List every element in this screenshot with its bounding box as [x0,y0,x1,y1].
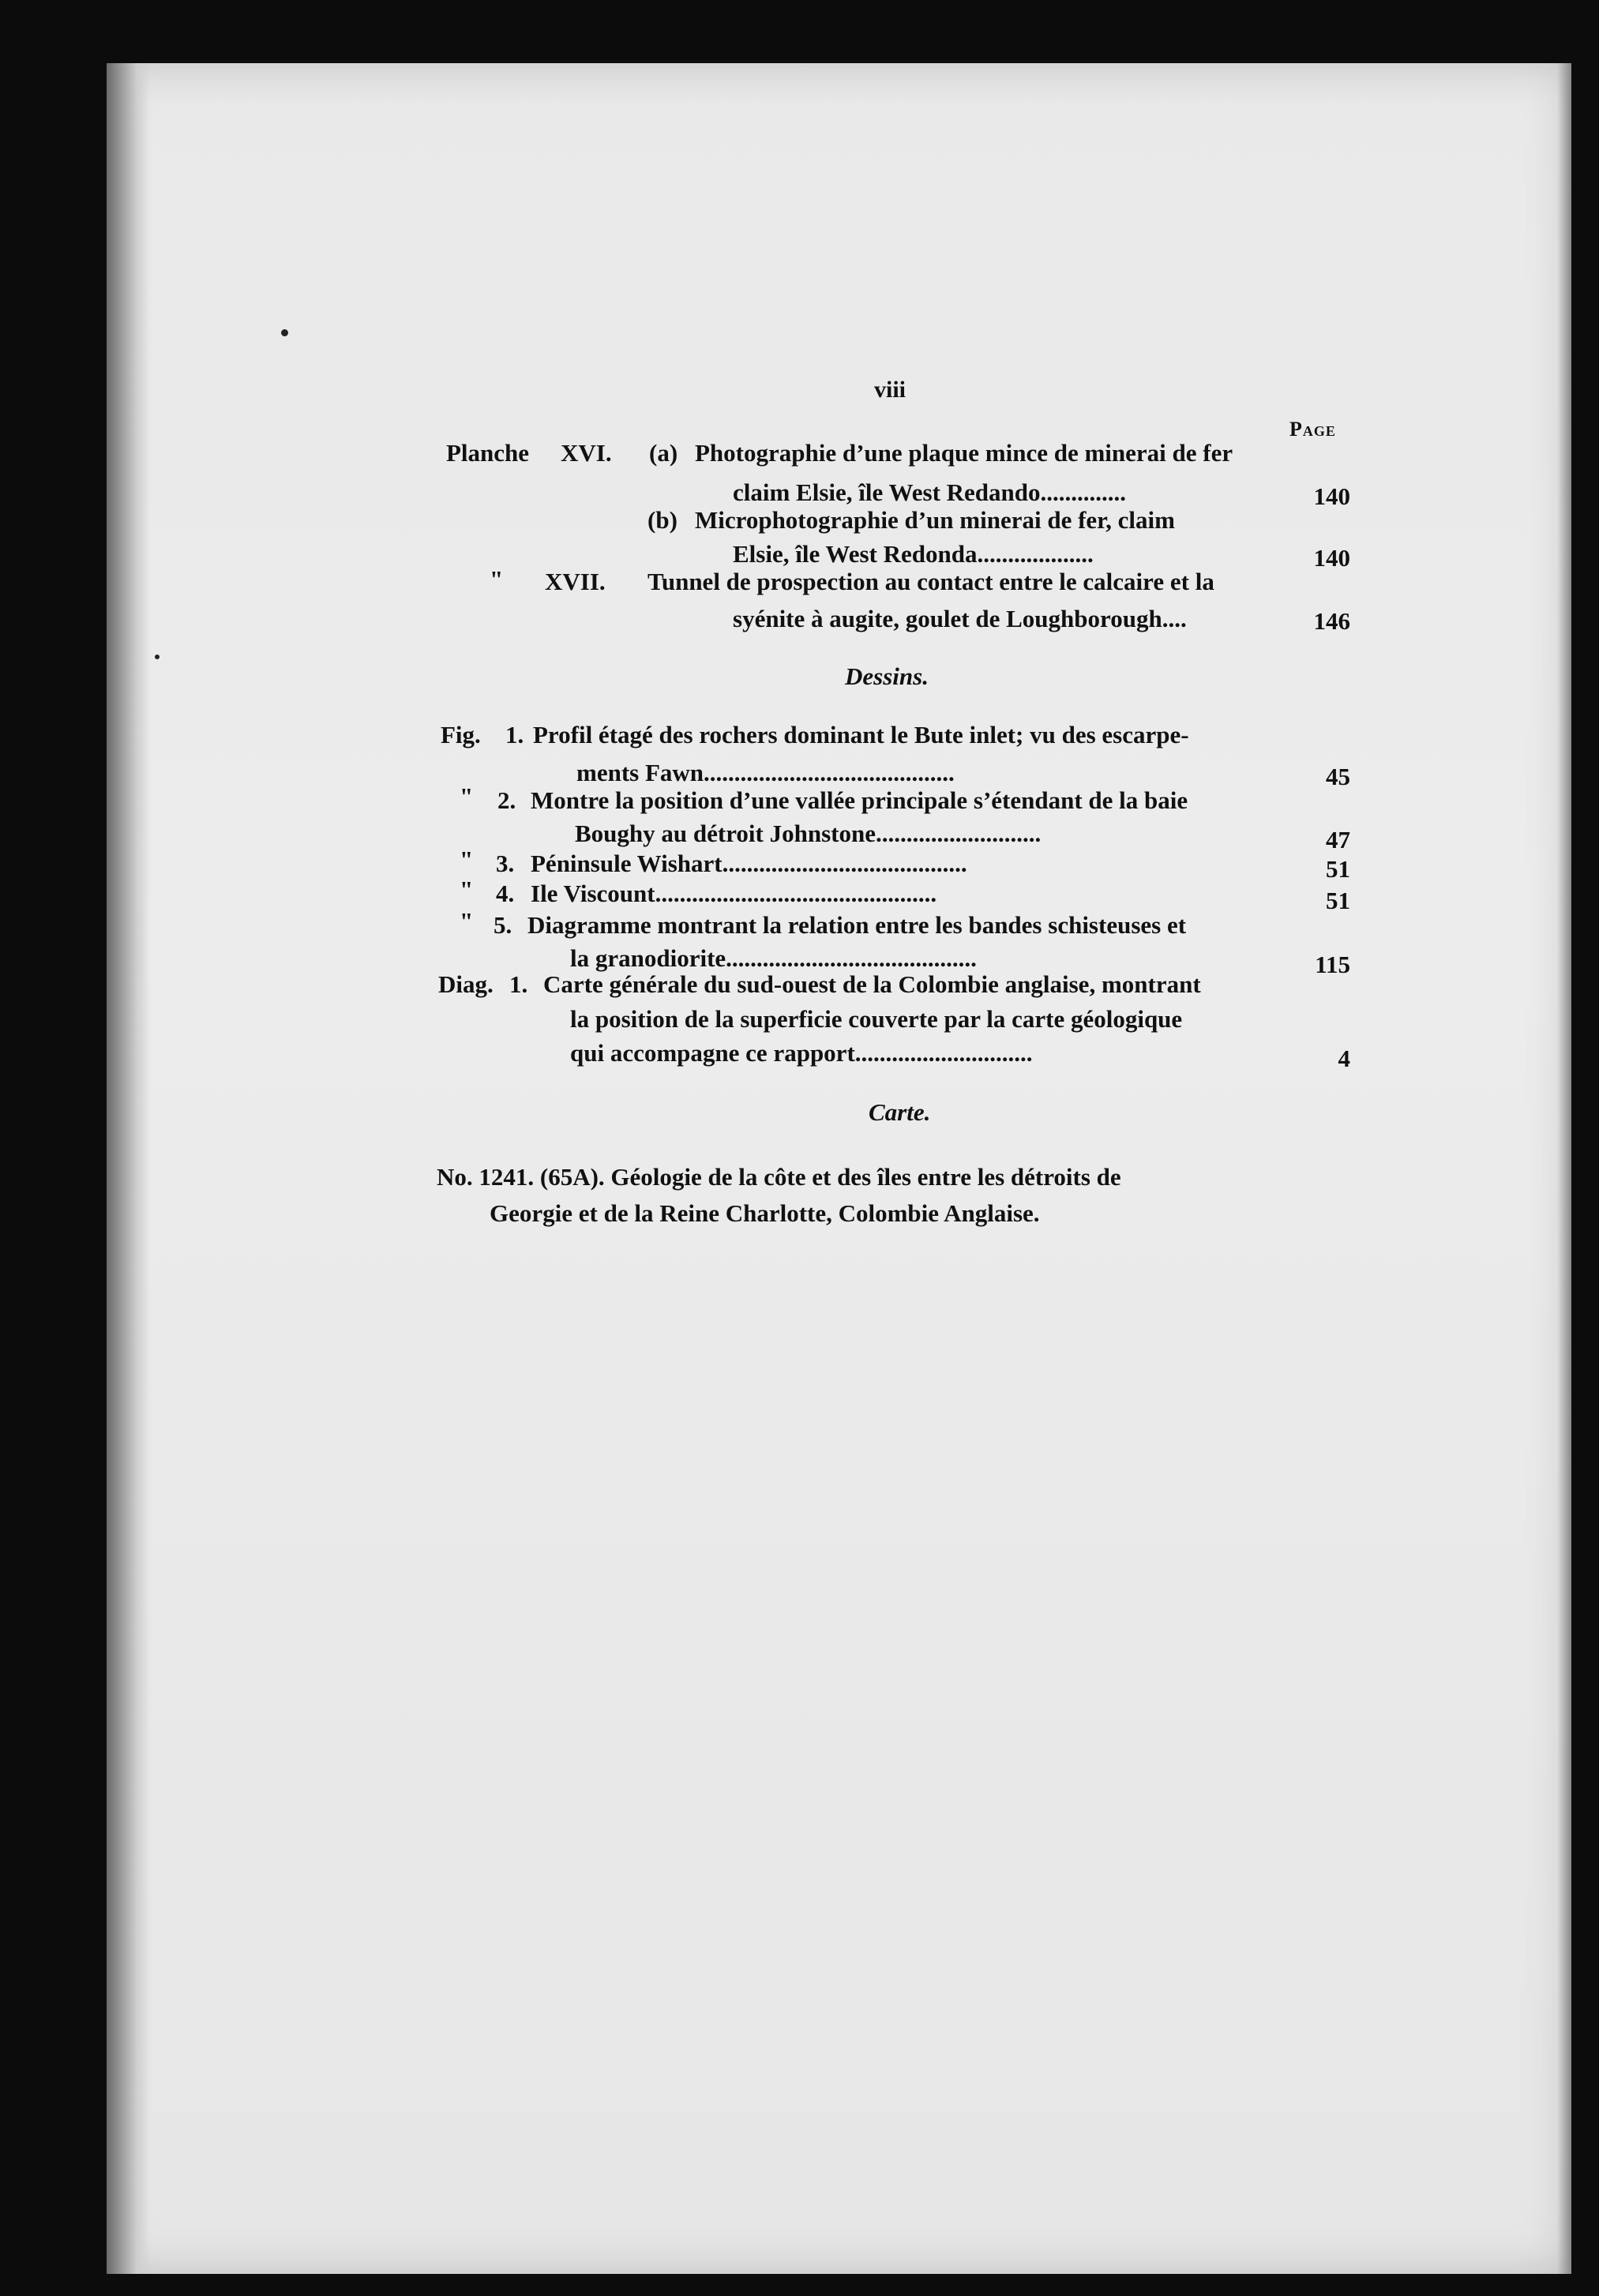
figure-caption-line: Boughy au détroit Johnstone........................... [575,820,1042,847]
page-number: 51 [1326,855,1350,883]
ink-speck [281,329,288,336]
ditto-mark: " [460,782,474,810]
page-column-header: Page [1289,418,1336,441]
figure-caption-line: Péninsule Wishart........................................ [531,850,967,877]
ink-speck [155,655,160,659]
map-caption-line: Georgie et de la Reine Charlotte, Colombie Anglaise. [490,1199,1040,1227]
figure-caption-line: Montre la position d’une vallée principale s’étendant de la baie [531,786,1188,814]
figure-caption-line: Carte générale du sud-ouest de la Colombie anglaise, montrant [543,970,1201,998]
figure-caption-line: la position de la superficie couverte par la carte géologique [570,1005,1183,1033]
diagram-label: Diag. [438,970,494,998]
ditto-mark: " [460,846,474,873]
figure-caption-line: ments Fawn......................................... [576,759,955,786]
page-folio: viii [874,377,906,403]
figure-caption-line: Diagramme montrant la relation entre les bandes schisteuses et [527,911,1187,939]
planche-item: (b) [647,506,678,534]
planche-label: Planche [446,439,530,467]
section-heading-carte: Carte. [869,1098,931,1126]
page-number: 140 [1313,544,1350,572]
planche-caption-line: Elsie, île West Redonda................... [733,540,1094,568]
figure-number: 3. [496,850,515,877]
page-shadow-left [107,63,150,2274]
planche-caption-line: syénite à augite, goulet de Loughborough.... [733,605,1187,632]
page-number: 45 [1326,763,1350,790]
planche-number: XVI. [561,439,612,467]
planche-caption-line: Tunnel de prospection au contact entre le calcaire et la [647,568,1214,595]
page-shadow-right [1557,63,1571,2274]
page-number: 51 [1326,887,1350,914]
page-number: 140 [1313,482,1350,510]
figure-number: 2. [497,786,516,814]
page-number: 4 [1338,1045,1350,1072]
planche-caption-line: claim Elsie, île West Redando.............. [733,478,1127,506]
planche-caption-line: Photographie d’une plaque mince de minerai de fer [695,439,1233,467]
figure-number: 4. [496,880,515,907]
ditto-mark: " [460,907,474,935]
figure-caption-line: qui accompagne ce rapport............................. [570,1039,1033,1067]
figure-caption-line: Ile Viscount.............................................. [531,880,937,907]
section-heading-dessins: Dessins. [845,662,929,690]
figure-caption-line: Profil étagé des rochers dominant le Bute inlet; vu des escarpe- [533,721,1189,748]
figure-number: 1. [509,970,528,998]
ditto-mark: " [460,876,474,903]
figure-caption-line: la granodiorite......................................... [570,944,977,972]
page-number: 47 [1326,826,1350,853]
figure-number: 5. [494,911,512,939]
figure-number: 1. [505,721,524,748]
figure-label: Fig. [441,721,481,748]
map-caption-line: No. 1241. (65A). Géologie de la côte et des îles entre les détroits de [437,1163,1121,1191]
planche-number: XVII. [545,568,606,595]
page-number: 115 [1315,951,1350,978]
planche-caption-line: Microphotographie d’un minerai de fer, claim [695,506,1175,534]
ditto-mark: " [490,565,504,593]
page-number: 146 [1313,607,1350,635]
planche-item: (a) [649,439,678,467]
